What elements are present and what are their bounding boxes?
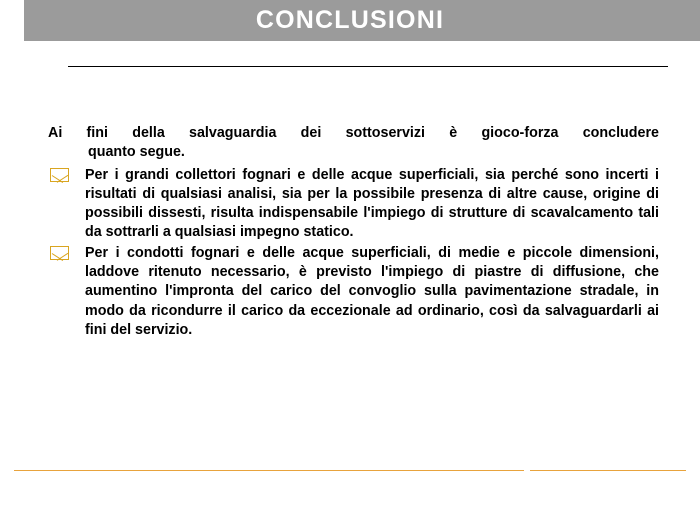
slide-body xyxy=(46,124,661,342)
intro-line-1: Ai fini della salvaguardia dei sottoservizi è gioco-forza concludere xyxy=(48,125,659,141)
list-item xyxy=(46,244,659,339)
page-title: CONCLUSIONI xyxy=(255,6,445,34)
footer-divider-left xyxy=(14,470,524,471)
footer-divider-right xyxy=(530,470,686,471)
intro-line-2: quanto segue. xyxy=(88,144,185,160)
intro-paragraph xyxy=(46,124,659,162)
envelope-icon xyxy=(50,246,69,260)
list-item xyxy=(46,166,659,242)
list-item-text: Per i condotti fognari e delle acque superficiali, di medie e piccole dimensioni, laddove ritenuto necessario, è previsto l'impiego di piastre di diffusione, che aumentino l'impronta del carico del convoglio sulla pavimentazione stradale, in modo da ricondurre il carico da eccezionale ad ordinario, così da salvaguardarli ai fini del servizio. xyxy=(85,245,659,338)
envelope-icon xyxy=(50,168,69,182)
title-divider xyxy=(68,66,668,67)
list-item-text: Per i grandi collettori fognari e delle acque superficiali, sia perché sono incerti i risultati di qualsiasi analisi, sia per la possibile presenza di altre cause, origine di possibili dissesti, risulta indispensabile l'impiego di strutture di scavalcamento tali da sottrarli a qualsiasi impegno statico. xyxy=(85,167,659,241)
